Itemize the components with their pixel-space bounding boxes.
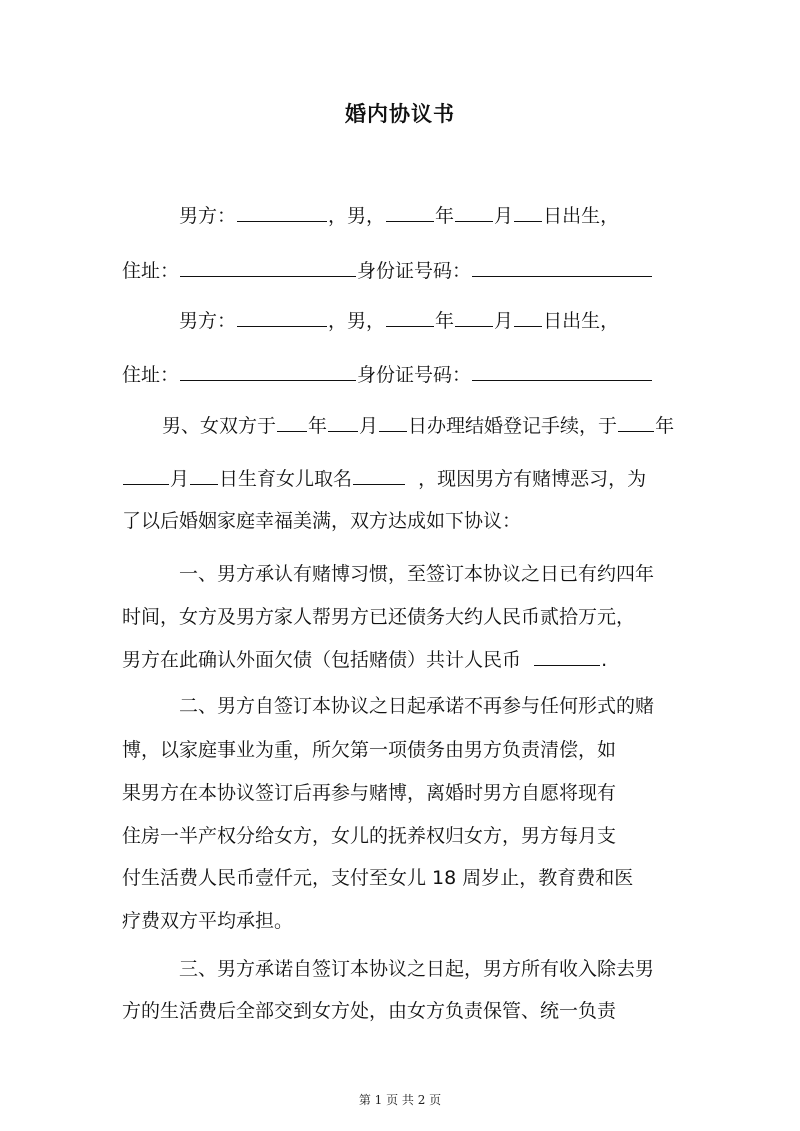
party2-address-label: 住址： (122, 364, 180, 386)
party2-gender: ，男， (328, 310, 386, 332)
party1-id-label: 身份证号码： (357, 260, 472, 282)
marriage-day-blank (379, 413, 407, 432)
party2-year-blank (386, 308, 434, 327)
party1-name-line (179, 203, 619, 228)
party1-address-blank (180, 258, 356, 277)
party2-address-line (122, 362, 653, 387)
clause2-line-1: 二、男方自签订本协议之日起承诺不再参与任何形式的赌 (179, 695, 655, 717)
clause1-line-2: 时间，女方及男方家人帮男方已还债务大约人民币贰拾万元， (122, 606, 636, 628)
intro-line-2 (122, 466, 646, 491)
party1-born-label: 日出生， (543, 205, 620, 227)
party2-year-label: 年 (435, 310, 455, 332)
party2-label: 男方： (179, 310, 237, 332)
party2-id-label: 身份证号码： (357, 364, 472, 386)
debt-amount-blank (534, 647, 600, 666)
birth-year-label: 年 (655, 415, 675, 437)
clause2-line-4: 住房一半产权分给女方，女儿的抚养权归女方，男方每月支 (122, 825, 617, 847)
marriage-year-blank (277, 413, 307, 432)
clause1-period: . (601, 649, 608, 671)
party2-month-blank (455, 308, 493, 327)
document-title: 婚内协议书 (345, 102, 455, 126)
intro-line-3: 了以后婚姻家庭幸福美满，双方达成如下协议： (122, 510, 522, 532)
intro-text: 男、女双方于 (162, 415, 277, 437)
marriage-month-blank (328, 413, 358, 432)
party1-gender: ，男， (328, 205, 386, 227)
party2-born-label: 日出生， (543, 310, 620, 332)
party2-name-line (179, 308, 619, 333)
intro-text: 日生育女儿取名 (219, 468, 353, 490)
clause1-debt-text: 男方在此确认外面欠债（包括赌债）共计人民币 (122, 649, 522, 671)
page-number-footer: 第 1 页 共 2 页 (358, 1093, 442, 1107)
clause1-line-3 (122, 647, 607, 672)
party1-name-blank (237, 203, 327, 222)
party2-day-blank (514, 308, 542, 327)
clause3-line-2: 方的生活费后全部交到女方处，由女方负责保管、统一负责 (122, 1000, 617, 1022)
party1-address-label: 住址： (122, 260, 180, 282)
intro-text: 日办理结婚登记手续，于 (408, 415, 618, 437)
party2-name-blank (237, 308, 327, 327)
party1-id-blank (472, 258, 652, 277)
clause3-line-1: 三、男方承诺自签订本协议之日起，男方所有收入除去男 (179, 958, 655, 980)
daughter-name-blank (353, 466, 405, 485)
party1-day-blank (514, 203, 542, 222)
clause2-line-6: 疗费双方平均承担。 (122, 910, 294, 932)
party2-month-label: 月 (494, 310, 514, 332)
party2-id-blank (472, 362, 652, 381)
party1-month-label: 月 (494, 205, 514, 227)
birth-year-blank (618, 413, 654, 432)
party1-label: 男方： (179, 205, 237, 227)
party1-month-blank (455, 203, 493, 222)
party1-year-label: 年 (435, 205, 455, 227)
intro-line-1 (162, 413, 674, 438)
birth-month-blank (123, 466, 169, 485)
clause2-line-2: 博，以家庭事业为重，所欠第一项债务由男方负责清偿，如 (122, 739, 617, 761)
birth-month-label: 月 (170, 468, 190, 490)
marriage-month-label: 月 (359, 415, 379, 437)
intro-text: ，现因男方有赌博恶习，为 (418, 468, 647, 490)
clause2-line-3: 果男方在本协议签订后再参与赌博，离婚时男方自愿将现有 (122, 782, 617, 804)
party2-address-blank (180, 362, 356, 381)
birth-day-blank (190, 466, 218, 485)
clause1-line-1: 一、男方承认有赌博习惯，至签订本协议之日已有约四年 (179, 563, 655, 585)
marriage-year-label: 年 (308, 415, 328, 437)
party1-address-line (122, 258, 653, 283)
party1-year-blank (386, 203, 434, 222)
clause2-line-5: 付生活费人民币壹仟元，支付至女儿 18 周岁止，教育费和医 (122, 867, 634, 889)
